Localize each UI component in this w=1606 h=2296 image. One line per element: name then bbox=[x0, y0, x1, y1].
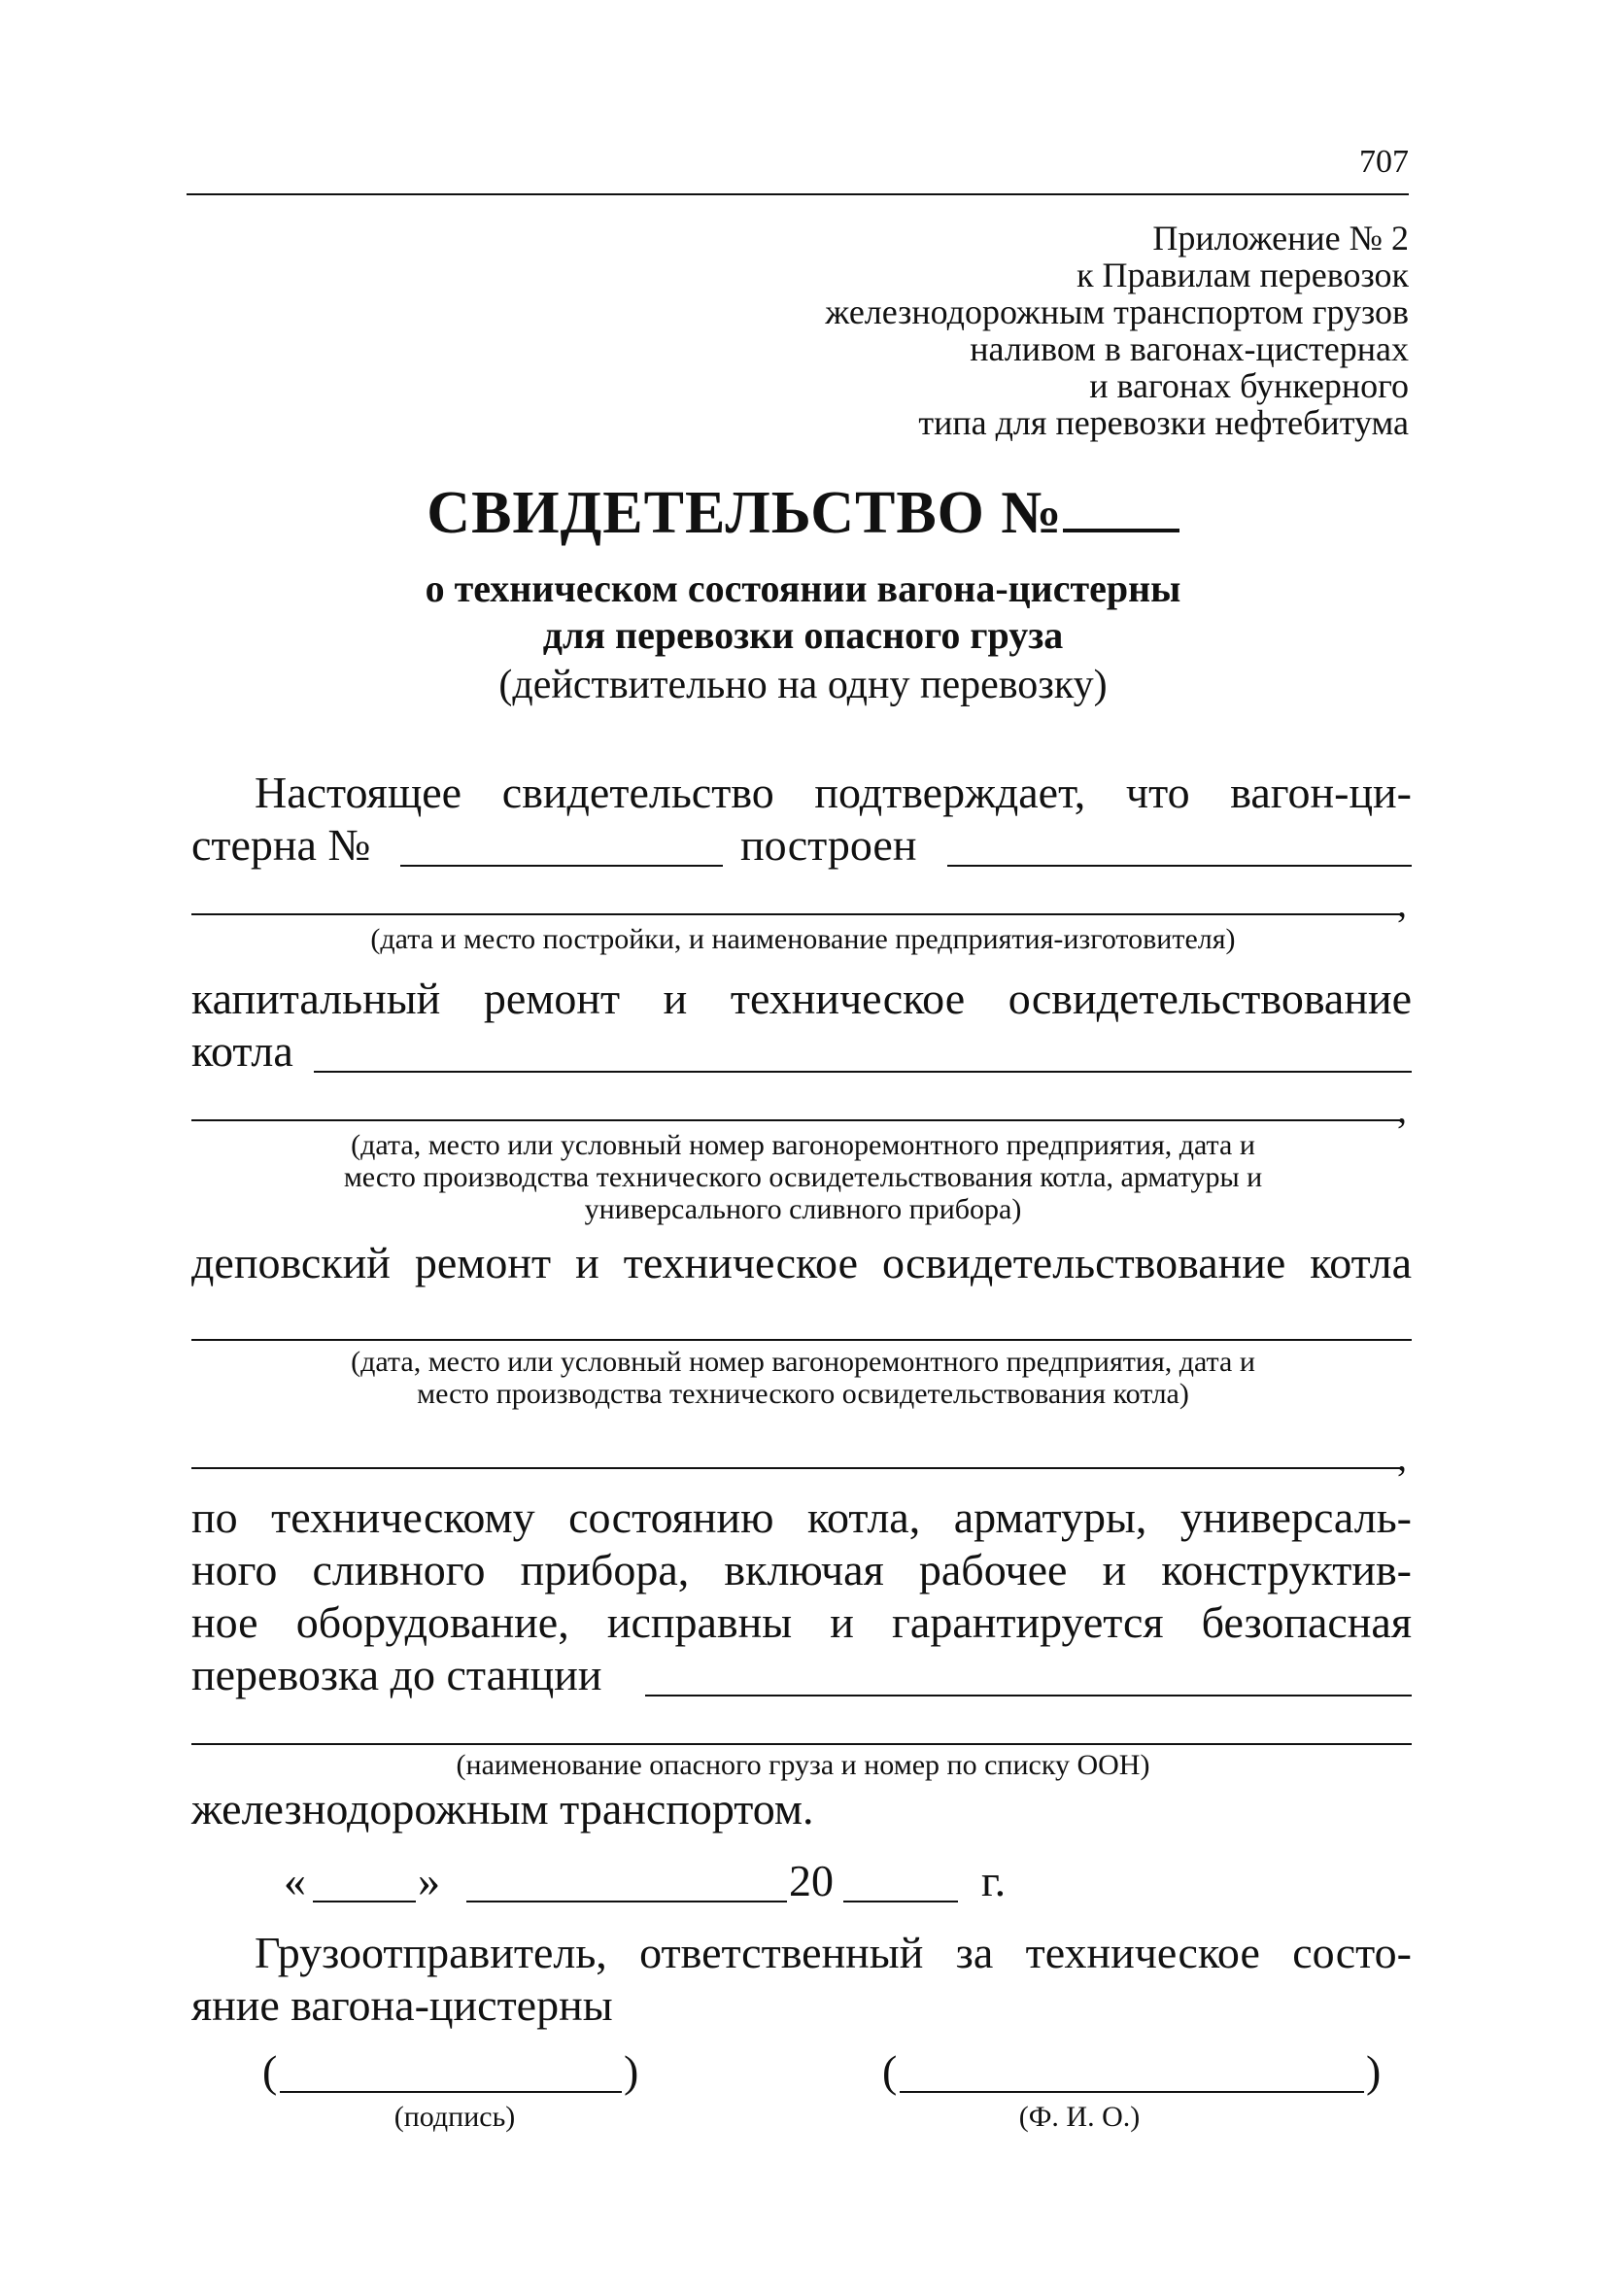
annex-line: железнодорожным транспортом грузов bbox=[825, 292, 1409, 331]
tank-number-field[interactable] bbox=[400, 865, 723, 867]
comma: , bbox=[1397, 1435, 1407, 1479]
intro-line: Настоящее свидетельство подтверждает, что вагон-ци- bbox=[255, 768, 1412, 817]
certificate-number-field[interactable] bbox=[1063, 478, 1179, 532]
date-close-quote: » bbox=[418, 1856, 440, 1905]
name-field[interactable] bbox=[900, 2091, 1364, 2093]
subtitle-line: о техническом состоянии вагона-цистерны bbox=[425, 566, 1181, 610]
signature-caption: (подпись) bbox=[393, 2101, 516, 2133]
signature-field[interactable] bbox=[280, 2091, 622, 2093]
caption-cargo: (наименование опасного груза и номер по списку ООН) bbox=[456, 1749, 1150, 1781]
caption-capital bbox=[0, 1129, 1606, 1225]
subtitle-line: для перевозки опасного груза bbox=[542, 613, 1064, 657]
annex-line: к Правилам перевозок bbox=[1076, 256, 1409, 294]
date-century: 20 bbox=[789, 1856, 834, 1905]
station-field[interactable] bbox=[645, 1695, 1412, 1696]
built-field-continued[interactable] bbox=[191, 913, 1400, 915]
capital-repair-line: капитальный ремонт и техническое освидетельствование bbox=[191, 974, 1412, 1023]
caption-line: место производства технического освидетельствования котла, арматуры и bbox=[343, 1161, 1263, 1193]
header-rule bbox=[187, 193, 1409, 195]
caption-line: место производства технического освидетельствования котла) bbox=[417, 1378, 1189, 1410]
date-month-field[interactable] bbox=[466, 1901, 787, 1902]
caption-line: универсального сливного прибора) bbox=[584, 1193, 1022, 1225]
date-open-quote: « bbox=[284, 1856, 306, 1905]
document-subtitle bbox=[0, 565, 1606, 659]
shipper-line: Грузоотправитель, ответственный за техническое состо- bbox=[255, 1928, 1412, 1977]
date-year-suffix: г. bbox=[981, 1856, 1007, 1905]
signature-close-paren: ) bbox=[624, 2046, 639, 2096]
condition-line: ного сливного прибора, включая рабочее и конструктив- bbox=[191, 1545, 1412, 1594]
comma: , bbox=[1397, 881, 1407, 925]
date-year-field[interactable] bbox=[843, 1901, 958, 1902]
caption-line: (дата, место или условный номер вагоноремонтного предприятия, дата и bbox=[351, 1346, 1255, 1378]
transport-line: железнодорожным транспортом. bbox=[191, 1784, 814, 1833]
condition-line: по техническому состоянию котла, арматуры, универсаль- bbox=[191, 1492, 1412, 1542]
caption-built: (дата и место постройки, и наименование предприятия-изготовителя) bbox=[370, 923, 1236, 955]
cargo-field[interactable] bbox=[191, 1743, 1412, 1745]
signature-open-paren: ( bbox=[262, 2046, 278, 2096]
depot-repair-field[interactable] bbox=[191, 1339, 1412, 1341]
name-close-paren: ) bbox=[1366, 2046, 1382, 2096]
annex-line: и вагонах бункерного bbox=[1089, 366, 1409, 405]
name-caption: (Ф. И. О.) bbox=[1018, 2101, 1141, 2133]
built-field[interactable] bbox=[947, 865, 1412, 867]
depot-repair-line: деповский ремонт и техническое освидетельствование котла bbox=[191, 1238, 1412, 1287]
tank-prefix: стерна № bbox=[191, 820, 371, 870]
capital-repair-field-continued[interactable] bbox=[191, 1119, 1400, 1121]
annex-line: типа для перевозки нефтебитума bbox=[918, 403, 1409, 442]
title-text: СВИДЕТЕЛЬСТВО № bbox=[427, 480, 1063, 546]
document-title bbox=[0, 477, 1606, 549]
caption-depot bbox=[0, 1346, 1606, 1410]
built-label: построен bbox=[740, 820, 917, 870]
name-open-paren: ( bbox=[882, 2046, 898, 2096]
date-day-field[interactable] bbox=[313, 1901, 416, 1902]
capital-repair-field[interactable] bbox=[314, 1071, 1412, 1073]
validity-note: (действительно на одну перевозку) bbox=[498, 663, 1108, 707]
annex-line: наливом в вагонах-цистернах bbox=[970, 329, 1409, 368]
caption-line: (дата, место или условный номер вагоноремонтного предприятия, дата и bbox=[351, 1129, 1255, 1161]
annex-line: Приложение № 2 bbox=[1152, 219, 1409, 257]
shipper-line: яние вагона-цистерны bbox=[191, 1980, 613, 2030]
comma: , bbox=[1397, 1087, 1407, 1131]
depot-repair-field-continued[interactable] bbox=[191, 1467, 1400, 1469]
boiler-label: котла bbox=[191, 1026, 293, 1076]
condition-line: ное оборудование, исправны и гарантируется безопасная bbox=[191, 1597, 1412, 1647]
page-number: 707 bbox=[1359, 144, 1409, 180]
annex-header bbox=[825, 220, 1409, 441]
station-label: перевозка до станции bbox=[191, 1650, 602, 1699]
